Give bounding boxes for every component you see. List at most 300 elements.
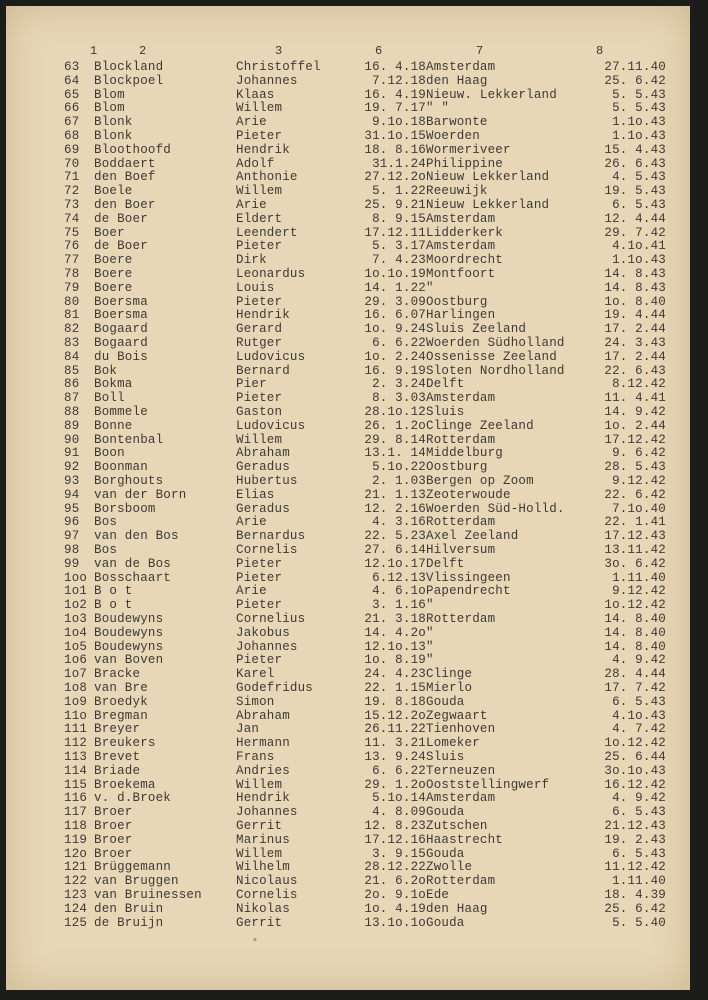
surname: Broer	[94, 819, 133, 833]
given-name: Jan	[236, 722, 260, 737]
entry-date: 3o.1o.43	[604, 763, 666, 778]
birth-place: "	[426, 625, 434, 640]
surname: Breyer	[94, 722, 141, 737]
given-name: Pieter	[236, 598, 283, 613]
entry-date: 19. 5.43	[604, 184, 666, 199]
row-number: 73	[64, 198, 80, 212]
surname: Bok	[94, 363, 118, 378]
birth-place: Gouda	[426, 805, 465, 820]
birth-place: Clinge	[426, 667, 473, 682]
birth-date: 31.1.24	[372, 156, 426, 171]
birth-date: 6.12.13	[372, 570, 426, 585]
surname: den Bruin	[94, 901, 164, 916]
table-row	[6, 530, 690, 544]
row-number: 67	[64, 115, 80, 130]
entry-date: 7.1o.40	[612, 501, 666, 516]
birth-date: 21. 6.2o	[364, 874, 426, 889]
table-row	[6, 572, 690, 586]
row-number: 118	[64, 819, 88, 833]
given-name: Willem	[236, 184, 283, 199]
surname: Blockpoel	[94, 73, 164, 88]
birth-date: 1o. 8.19	[364, 653, 426, 668]
birth-place: den Haag	[426, 901, 488, 916]
birth-place: Oostburg	[426, 460, 488, 475]
row-number: 116	[64, 791, 88, 806]
table-row	[6, 185, 690, 199]
birth-place: Zegwaart	[426, 708, 488, 723]
row-number: 98	[64, 543, 80, 557]
surname: Breukers	[94, 736, 156, 751]
row-number: 75	[64, 225, 80, 240]
birth-place: Zwolle	[426, 860, 473, 875]
birth-date: 22. 1.15	[364, 681, 426, 695]
surname: Boele	[94, 184, 133, 199]
surname: Boll	[94, 391, 125, 406]
row-number: 71	[64, 170, 80, 185]
table-row	[6, 682, 690, 696]
entry-date: 1o. 2.44	[604, 418, 666, 433]
given-name: Eldert	[236, 211, 283, 226]
surname: van Bruggen	[94, 874, 179, 889]
entry-date: 5. 5.40	[612, 915, 666, 930]
surname: B o t	[94, 584, 133, 599]
birth-place: Delft	[426, 556, 465, 571]
row-number: 90	[64, 432, 80, 447]
birth-date: 26.11.22	[364, 722, 426, 737]
column-header-6: 6	[375, 44, 383, 58]
table-row	[6, 296, 690, 310]
birth-date: 16. 6.07	[364, 308, 426, 323]
birth-place: Amsterdam	[426, 211, 496, 226]
surname: Broer	[94, 805, 133, 820]
row-number: 94	[64, 487, 80, 502]
birth-date: 1o. 4.19	[364, 901, 426, 916]
birth-place: Ooststellingwerf	[426, 777, 550, 792]
row-number: 68	[64, 129, 80, 143]
column-header-1: 1	[90, 44, 98, 58]
table-row	[6, 240, 690, 254]
surname: Boon	[94, 446, 125, 461]
given-name: Adolf	[236, 156, 275, 171]
table-row	[6, 89, 690, 103]
birth-date: 29. 8.14	[364, 432, 426, 447]
given-name: Cornelis	[236, 888, 298, 902]
given-name: Gerard	[236, 322, 283, 337]
table-row	[6, 171, 690, 185]
document-sheet	[6, 6, 690, 990]
row-number: 112	[64, 736, 88, 751]
column-header-3: 3	[275, 44, 283, 58]
scan-edge	[690, 0, 708, 1000]
table-row	[6, 254, 690, 268]
birth-date: 16. 4.18	[364, 60, 426, 74]
surname: Bos	[94, 543, 118, 557]
surname: Briade	[94, 763, 141, 778]
given-name: Godefridus	[236, 681, 314, 695]
surname: du Bois	[94, 349, 148, 364]
birth-place: Bergen op Zoom	[426, 474, 534, 488]
surname: Bloothoofd	[94, 142, 172, 157]
surname: Bracke	[94, 667, 141, 682]
surname: Blockland	[94, 60, 164, 74]
row-number: 125	[64, 915, 88, 930]
table-row	[6, 144, 690, 158]
surname: Blom	[94, 101, 125, 116]
table-row	[6, 489, 690, 503]
entry-date: 8.12.42	[612, 377, 666, 392]
table-row	[6, 779, 690, 793]
surname: Boddaert	[94, 156, 156, 171]
given-name: Hermann	[236, 736, 290, 751]
row-number: 72	[64, 184, 80, 199]
birth-place: Zutschen	[426, 819, 488, 833]
row-number: 77	[64, 253, 80, 268]
row-number: 1o2	[64, 598, 88, 613]
entry-date: 28. 5.43	[604, 460, 666, 475]
table-row	[6, 365, 690, 379]
birth-date: 25. 9.21	[364, 198, 426, 212]
table-row	[6, 544, 690, 558]
entry-date: 25. 6.42	[604, 901, 666, 916]
entry-date: 1.11.40	[612, 570, 666, 585]
birth-date: 16. 9.19	[364, 363, 426, 378]
surname: Boer	[94, 225, 125, 240]
table-row	[6, 309, 690, 323]
birth-date: 27. 6.14	[364, 543, 426, 557]
given-name: Louis	[236, 280, 275, 295]
given-name: Gaston	[236, 405, 283, 419]
surname: Brüggemann	[94, 860, 172, 875]
given-name: Abraham	[236, 446, 290, 461]
column-header-7: 7	[476, 44, 484, 58]
birth-date: 28.12.22	[364, 860, 426, 875]
table-row	[6, 585, 690, 599]
row-number: 65	[64, 87, 80, 102]
given-name: Bernard	[236, 363, 290, 378]
birth-place: Amsterdam	[426, 239, 496, 254]
birth-place: Amsterdam	[426, 60, 496, 74]
entry-date: 27.11.40	[604, 60, 666, 74]
birth-date: 29. 1.2o	[364, 777, 426, 792]
table-row	[6, 406, 690, 420]
table-row	[6, 627, 690, 641]
entry-date: 14. 8.40	[604, 625, 666, 640]
entry-date: 26. 6.43	[604, 156, 666, 171]
row-number: 1o9	[64, 694, 88, 709]
row-number: 96	[64, 515, 80, 530]
table-row	[6, 420, 690, 434]
given-name: Ludovicus	[236, 418, 306, 433]
birth-date: 19. 7.17	[364, 101, 426, 116]
birth-place: Sluis	[426, 405, 465, 419]
row-number: 1oo	[64, 570, 88, 585]
table-row	[6, 503, 690, 517]
birth-date: 2o. 9.1o	[364, 888, 426, 902]
row-number: 63	[64, 60, 80, 74]
row-number: 79	[64, 280, 80, 295]
entry-date: 14. 8.40	[604, 639, 666, 654]
given-name: Nicolaus	[236, 874, 298, 889]
surname: Bogaard	[94, 336, 148, 350]
birth-date: 21. 3.18	[364, 612, 426, 626]
entry-date: 3o. 6.42	[604, 556, 666, 571]
given-name: Arie	[236, 198, 267, 212]
birth-place: Wormeriveer	[426, 142, 511, 157]
surname: Bokma	[94, 377, 133, 392]
row-number: 85	[64, 363, 80, 378]
table-row	[6, 516, 690, 530]
row-number: 1o6	[64, 653, 88, 668]
birth-date: 6. 6.22	[372, 336, 426, 350]
birth-date: 8. 3.03	[372, 391, 426, 406]
given-name: Johannes	[236, 805, 298, 820]
row-number: 111	[64, 722, 88, 737]
birth-place: Zeoterwoude	[426, 487, 511, 502]
birth-date: 8. 9.15	[372, 211, 426, 226]
birth-place: Rotterdam	[426, 612, 496, 626]
row-number: 99	[64, 556, 80, 571]
given-name: Willem	[236, 101, 283, 116]
birth-date: 17.12.11	[364, 225, 426, 240]
birth-place: Delft	[426, 377, 465, 392]
entry-date: 1.11.40	[612, 874, 666, 889]
row-number: 93	[64, 474, 80, 488]
given-name: Klaas	[236, 87, 275, 102]
entry-date: 9. 6.42	[612, 446, 666, 461]
given-name: Hendrik	[236, 308, 290, 323]
birth-place: Nieuw. Lekkerland	[426, 87, 557, 102]
birth-date: 27.12.2o	[364, 170, 426, 185]
entry-date: 9.12.42	[612, 474, 666, 488]
table-row	[6, 282, 690, 296]
surname: Bogaard	[94, 322, 148, 337]
surname: Bontenbal	[94, 432, 164, 447]
birth-place: Gouda	[426, 915, 465, 930]
birth-place: " "	[426, 101, 450, 116]
birth-date: 15.12.2o	[364, 708, 426, 723]
given-name: Cornelius	[236, 612, 306, 626]
given-name: Leonardus	[236, 267, 306, 281]
row-number: 87	[64, 391, 80, 406]
surname: Bommele	[94, 405, 148, 419]
birth-date: 9.1o.18	[372, 115, 426, 130]
given-name: Johannes	[236, 639, 298, 654]
birth-place: Axel Zeeland	[426, 529, 519, 544]
row-number: 119	[64, 832, 88, 847]
row-number: 1o1	[64, 584, 88, 599]
table-row	[6, 75, 690, 89]
table-row	[6, 447, 690, 461]
birth-date: 16. 4.19	[364, 87, 426, 102]
birth-date: 2. 1.03	[372, 474, 426, 488]
entry-date: 14. 8.43	[604, 267, 666, 281]
row-number: 11o	[64, 708, 88, 723]
given-name: Cornelis	[236, 543, 298, 557]
entry-date: 1.1o.43	[612, 129, 666, 143]
entry-date: 25. 6.44	[604, 750, 666, 764]
birth-place: Gouda	[426, 846, 465, 861]
entry-date: 1o. 8.40	[604, 294, 666, 309]
birth-place: Woerden Südholland	[426, 336, 565, 350]
table-row	[6, 378, 690, 392]
birth-date: 12. 2.16	[364, 501, 426, 516]
birth-date: 3. 9.15	[372, 846, 426, 861]
birth-date: 3. 1.16	[372, 598, 426, 613]
given-name: Hubertus	[236, 474, 298, 488]
birth-date: 12. 8.23	[364, 819, 426, 833]
given-name: Arie	[236, 115, 267, 130]
entry-date: 1o.12.42	[604, 598, 666, 613]
column-header-8: 8	[596, 44, 604, 58]
birth-date: 22. 5.23	[364, 529, 426, 544]
row-number: 113	[64, 750, 88, 764]
given-name: Dirk	[236, 253, 267, 268]
surname: van Boven	[94, 653, 164, 668]
entry-date: 1o.12.42	[604, 736, 666, 751]
table-row	[6, 213, 690, 227]
birth-date: 24. 4.23	[364, 667, 426, 682]
table-row	[6, 820, 690, 834]
entry-date: 17. 2.44	[604, 322, 666, 337]
entry-date: 6. 5.43	[612, 846, 666, 861]
row-number: 1o3	[64, 612, 88, 626]
table-row	[6, 116, 690, 130]
table-row	[6, 641, 690, 655]
row-number: 82	[64, 322, 80, 337]
birth-place: Oostburg	[426, 294, 488, 309]
entry-date: 14. 8.40	[604, 612, 666, 626]
row-number: 123	[64, 888, 88, 902]
surname: Bos	[94, 515, 118, 530]
birth-date: 6. 6.22	[372, 763, 426, 778]
surname: Boere	[94, 253, 133, 268]
entry-date: 1.1o.43	[612, 253, 666, 268]
table-row	[6, 351, 690, 365]
birth-place: Papendrecht	[426, 584, 511, 599]
birth-date: 11. 3.21	[364, 736, 426, 751]
birth-place: Haastrecht	[426, 832, 504, 847]
birth-place: "	[426, 280, 434, 295]
birth-date: 17.12.16	[364, 832, 426, 847]
given-name: Pieter	[236, 556, 283, 571]
row-number: 1o5	[64, 639, 88, 654]
given-name: Pier	[236, 377, 267, 392]
row-number: 78	[64, 267, 80, 281]
table-row	[6, 392, 690, 406]
given-name: Andries	[236, 763, 290, 778]
row-number: 122	[64, 874, 88, 889]
entry-date: 11.12.42	[604, 860, 666, 875]
birth-place: Nieuw Lekkerland	[426, 198, 550, 212]
birth-place: Nieuw Lekkerland	[426, 170, 550, 185]
surname: Blom	[94, 87, 125, 102]
birth-date: 18. 8.16	[364, 142, 426, 157]
table-row	[6, 861, 690, 875]
entry-date: 28. 4.44	[604, 667, 666, 682]
surname: Boudewyns	[94, 639, 164, 654]
given-name: Karel	[236, 667, 275, 682]
table-row	[6, 903, 690, 917]
given-name: Nikolas	[236, 901, 290, 916]
row-number: 64	[64, 73, 80, 88]
row-number: 88	[64, 405, 80, 419]
surname: Borghouts	[94, 474, 164, 488]
entry-date: 5. 5.43	[612, 101, 666, 116]
birth-date: 1o. 9.24	[364, 322, 426, 337]
surname: Blonk	[94, 115, 133, 130]
birth-place: Sluis Zeeland	[426, 322, 527, 337]
row-number: 121	[64, 860, 88, 875]
birth-date: 7. 4.23	[372, 253, 426, 268]
table-row	[6, 792, 690, 806]
row-number: 124	[64, 901, 88, 916]
column-header-2: 2	[139, 44, 147, 58]
table-row	[6, 158, 690, 172]
birth-place: Reeuwijk	[426, 184, 488, 199]
row-number: 80	[64, 294, 80, 309]
birth-place: Sloten Nordholland	[426, 363, 565, 378]
row-number: 74	[64, 211, 80, 226]
entry-date: 9.12.42	[612, 584, 666, 599]
table-row	[6, 723, 690, 737]
entry-date: 14. 9.42	[604, 405, 666, 419]
birth-place: Sluis	[426, 750, 465, 764]
row-number: 12o	[64, 846, 88, 861]
given-name: Geradus	[236, 460, 290, 475]
birth-place: "	[426, 598, 434, 613]
surname: v. d.Broek	[94, 791, 172, 806]
surname: Broedyk	[94, 694, 148, 709]
given-name: Geradus	[236, 501, 290, 516]
table-row	[6, 917, 690, 931]
birth-place: Woerden Süd-Holld.	[426, 501, 565, 516]
birth-place: "	[426, 639, 434, 654]
birth-date: 7.12.18	[372, 73, 426, 88]
birth-date: 28.1o.12	[364, 405, 426, 419]
birth-date: 14. 1.22	[364, 280, 426, 295]
row-number: 95	[64, 501, 80, 516]
given-name: Rutger	[236, 336, 283, 350]
entry-date: 6. 5.43	[612, 805, 666, 820]
entry-date: 6. 5.43	[612, 198, 666, 212]
entry-date: 6. 5.43	[612, 694, 666, 709]
birth-place: Middelburg	[426, 446, 504, 461]
birth-date: 21. 1.13	[364, 487, 426, 502]
surname: den Boer	[94, 198, 156, 212]
table-row	[6, 599, 690, 613]
birth-place: "	[426, 653, 434, 668]
birth-date: 1o. 2.24	[364, 349, 426, 364]
table-row	[6, 227, 690, 241]
birth-place: Philippine	[426, 156, 504, 171]
entry-date: 24. 3.43	[604, 336, 666, 350]
surname: Blonk	[94, 129, 133, 143]
given-name: Jakobus	[236, 625, 290, 640]
surname: Borsboom	[94, 501, 156, 516]
surname: Boersma	[94, 294, 148, 309]
birth-place: Rotterdam	[426, 432, 496, 447]
surname: van der Born	[94, 487, 187, 502]
birth-place: Rotterdam	[426, 515, 496, 530]
surname: Broekema	[94, 777, 156, 792]
entry-date: 29. 7.42	[604, 225, 666, 240]
given-name: Christoffel	[236, 60, 321, 74]
row-number: 66	[64, 101, 80, 116]
birth-place: Amsterdam	[426, 791, 496, 806]
row-number: 117	[64, 805, 88, 820]
entry-date: 19. 4.44	[604, 308, 666, 323]
birth-place: Woerden	[426, 129, 480, 143]
